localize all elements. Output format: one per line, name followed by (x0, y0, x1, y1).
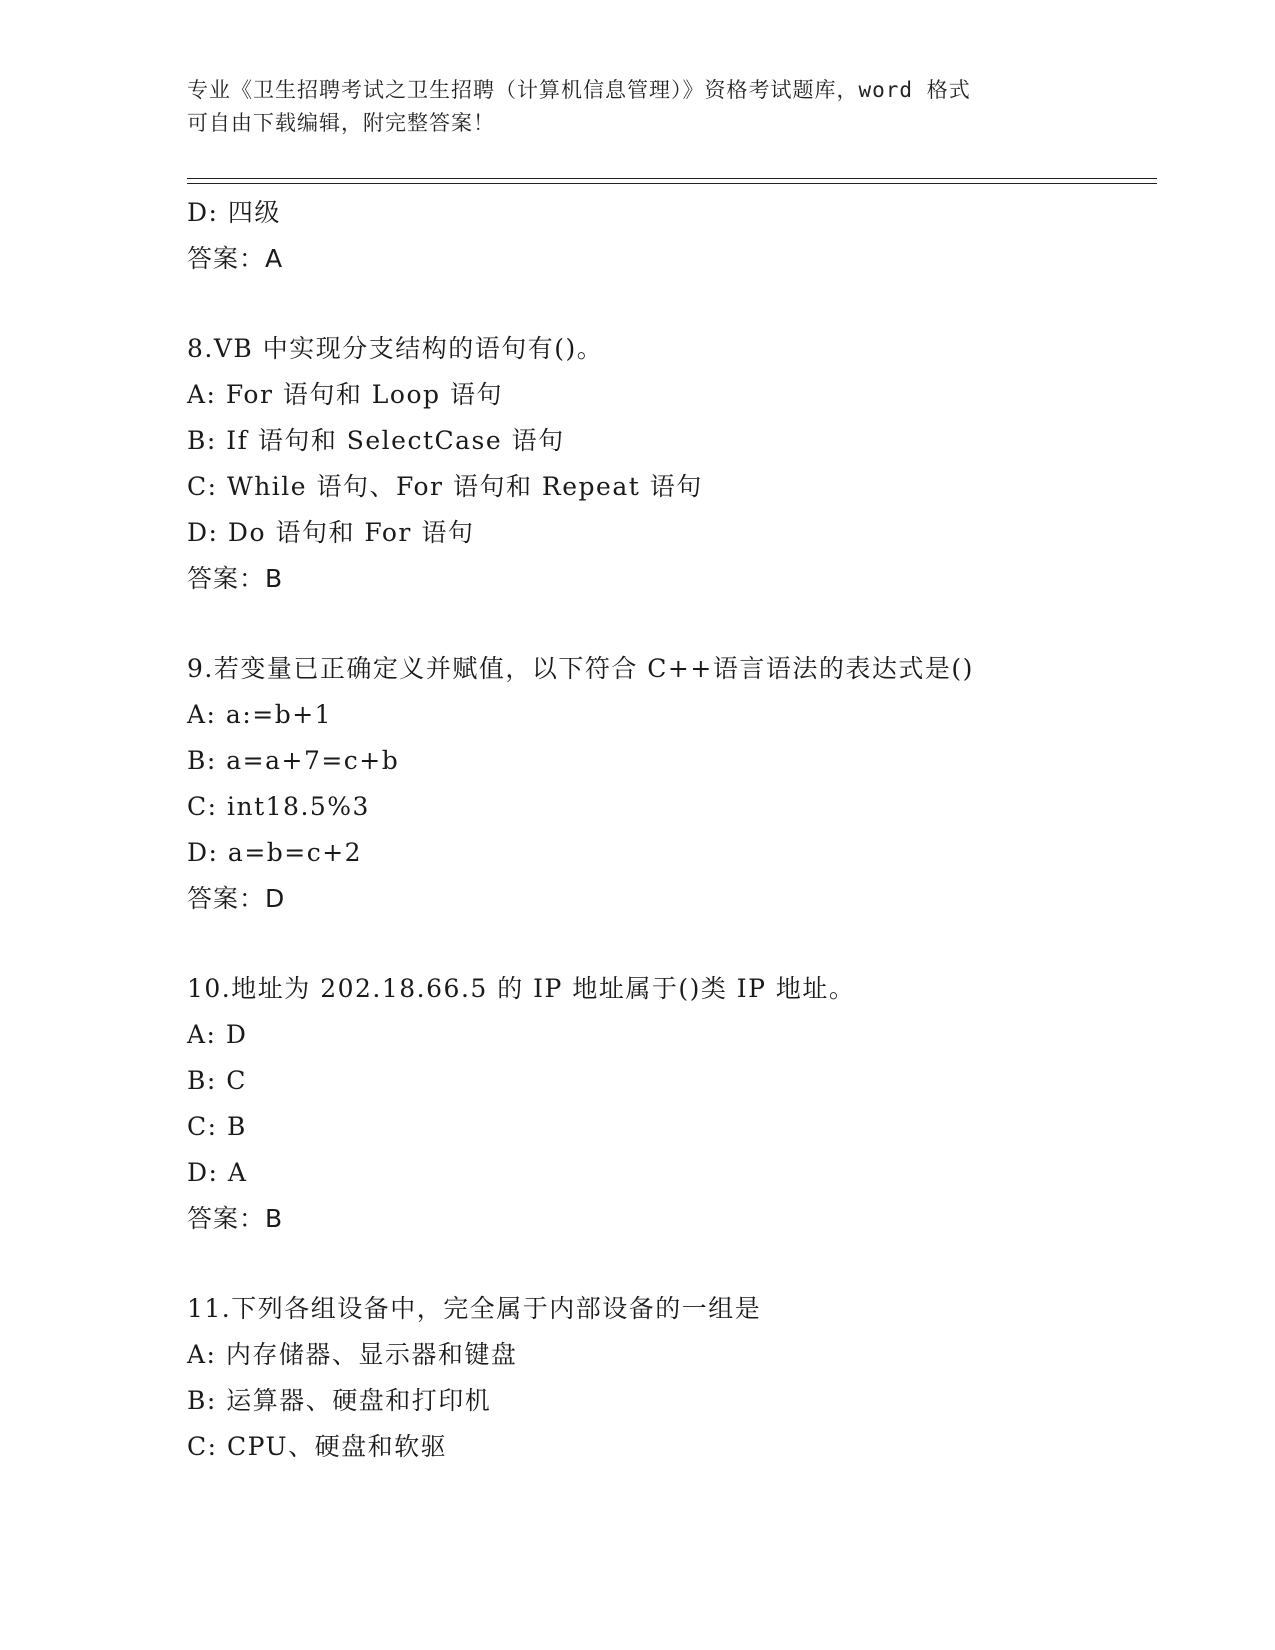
answer: 答案：B (187, 1204, 284, 1233)
question-stem: 10.地址为 202.18.66.5 的 IP 地址属于()类 IP 地址。 (187, 974, 856, 1003)
header-divider-bottom (187, 183, 1157, 184)
option-d: D: 四级 (187, 198, 281, 227)
option-c: C: While 语句、For 语句和 Repeat 语句 (187, 472, 703, 501)
option-a: A: D (187, 1020, 248, 1049)
question-stem: 11.下列各组设备中，完全属于内部设备的一组是 (187, 1294, 762, 1323)
question-9 (187, 646, 1167, 922)
question-content (187, 190, 1167, 1470)
spacer (187, 602, 1167, 646)
question-7-continued (187, 190, 1167, 282)
question-stem: 8.VB 中实现分支结构的语句有()。 (187, 334, 604, 363)
answer: 答案：D (187, 884, 286, 913)
question-11 (187, 1286, 1167, 1470)
option-c: C: B (187, 1112, 247, 1141)
option-b: B: a=a+7=c+b (187, 746, 400, 775)
option-b: B: C (187, 1066, 247, 1095)
answer: 答案：B (187, 564, 284, 593)
spacer (187, 282, 1167, 326)
spacer (187, 922, 1167, 966)
answer: 答案：A (187, 244, 284, 273)
spacer (187, 1242, 1167, 1286)
header-line-1: 专业《卫生招聘考试之卫生招聘（计算机信息管理）》资格考试题库，word 格式 (187, 78, 971, 102)
option-a: A: 内存储器、显示器和键盘 (187, 1340, 518, 1369)
option-d: D: Do 语句和 For 语句 (187, 518, 475, 547)
header-divider-top (187, 178, 1157, 179)
header-line-2: 可自由下载编辑，附完整答案！ (187, 111, 495, 135)
option-b: B: 运算器、硬盘和打印机 (187, 1386, 492, 1415)
page-header (187, 74, 1087, 140)
option-c: C: int18.5%3 (187, 792, 370, 821)
question-stem: 9.若变量已正确定义并赋值，以下符合 C++语言语法的表达式是() (187, 654, 974, 683)
question-10 (187, 966, 1167, 1242)
option-a: A: a:=b+1 (187, 700, 333, 729)
option-b: B: If 语句和 SelectCase 语句 (187, 426, 565, 455)
option-a: A: For 语句和 Loop 语句 (187, 380, 503, 409)
option-d: D: a=b=c+2 (187, 838, 363, 867)
option-d: D: A (187, 1158, 248, 1187)
option-c: C: CPU、硬盘和软驱 (187, 1432, 448, 1461)
question-8 (187, 326, 1167, 602)
